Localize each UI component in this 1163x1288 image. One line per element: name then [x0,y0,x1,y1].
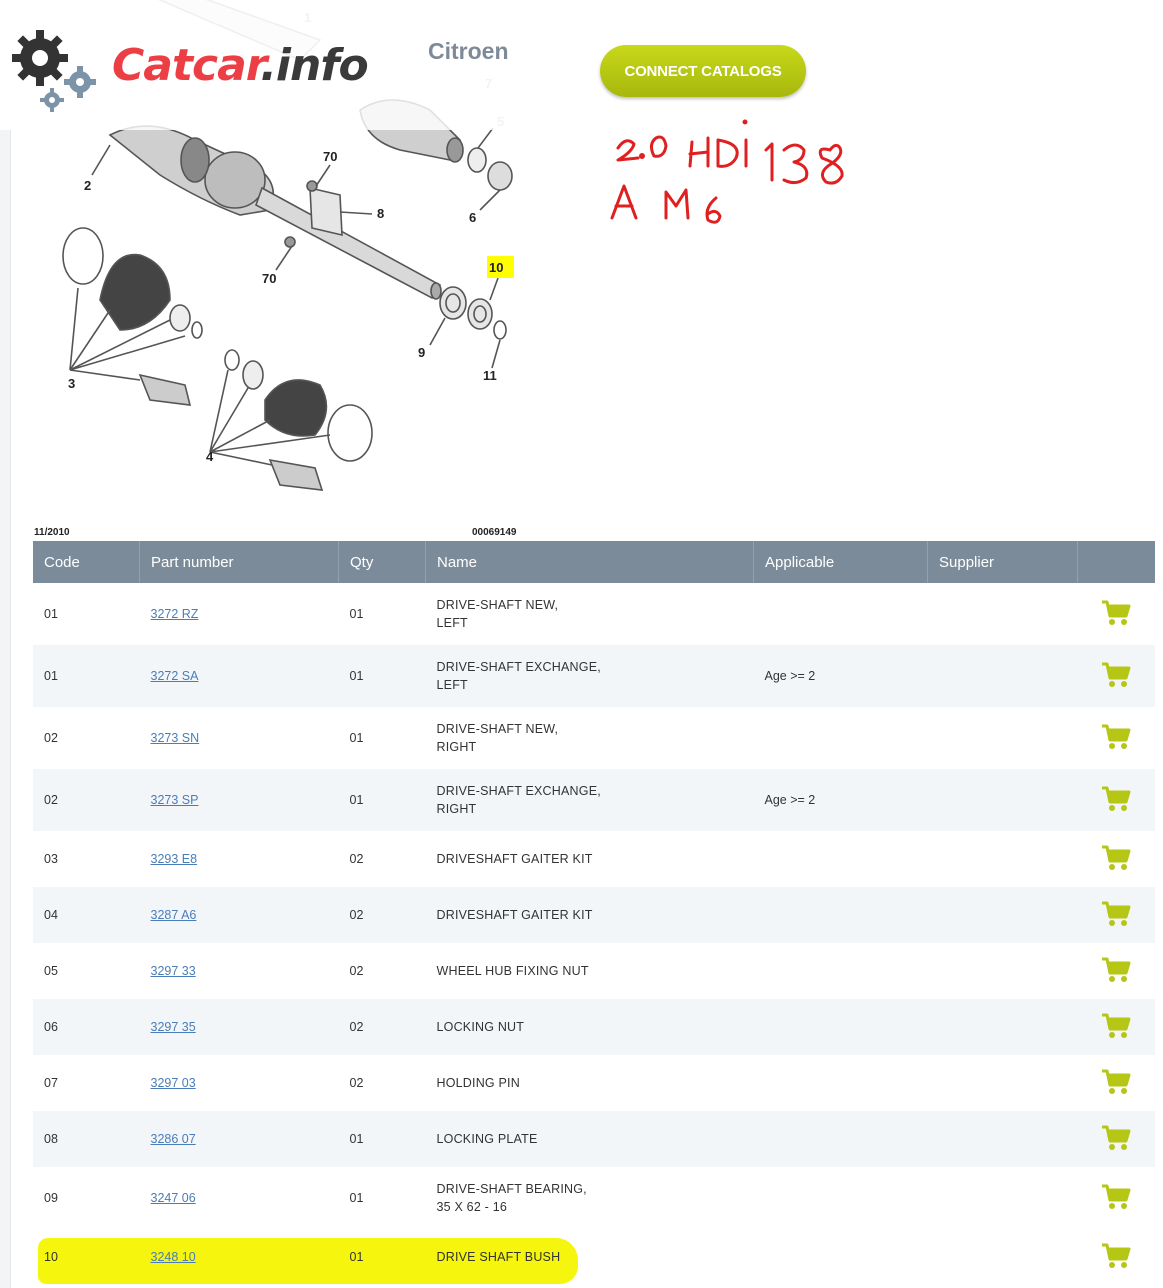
part-number-link[interactable]: 3297 33 [150,964,196,978]
cell-qty: 01 [349,1132,364,1146]
cell-qty: 02 [349,1076,364,1090]
cell-part-number [140,943,339,999]
name-line-1: DRIVE-SHAFT EXCHANGE, [436,784,601,798]
cell-supplier [928,1055,1078,1111]
cell-name [426,1229,754,1285]
name-line-1: DRIVESHAFT GAITER KIT [436,908,593,922]
cell-name [426,583,754,645]
callout-10: 10 [489,260,504,275]
cell-qty: 01 [349,793,364,807]
cell-qty: 02 [349,852,364,866]
part-number-link[interactable]: 3293 E8 [150,852,198,866]
cell-part-number [140,1229,339,1285]
cart-icon[interactable] [1101,1183,1131,1211]
cell-part-number [140,999,339,1055]
cell-applicable [754,887,928,943]
connect-catalogs-button[interactable]: CONNECT CATALOGS [600,45,806,97]
column-header-code: Code [33,541,140,583]
cell-code: 03 [44,852,58,866]
table-row [33,1229,1155,1285]
cell-applicable [754,707,928,769]
table-row [33,831,1155,887]
cell-applicable [754,999,928,1055]
cell-qty: 01 [349,731,364,745]
cell-part-number [140,1055,339,1111]
table-row [33,769,1155,831]
cell-supplier [928,583,1078,645]
table-row [33,943,1155,999]
cell-code: 10 [44,1250,58,1264]
cell-name [426,887,754,943]
name-line-1: DRIVE-SHAFT BEARING, [436,1182,587,1196]
table-row [33,583,1155,645]
cell-qty: 01 [349,607,364,621]
cell-code: 01 [44,669,58,683]
logo-text-catcar: Catcar [112,40,261,91]
name-line-2: 35 X 62 - 16 [436,1200,508,1214]
name-line-1: LOCKING NUT [436,1020,525,1034]
column-header-part-number: Part number [140,541,339,583]
cell-code: 08 [44,1132,58,1146]
cart-icon[interactable] [1101,844,1131,872]
part-number-link[interactable]: 3286 07 [150,1132,196,1146]
name-line-1: LOCKING PLATE [436,1132,538,1146]
cart-icon[interactable] [1101,723,1131,751]
callout-4: 4 [206,449,214,464]
cell-part-number [140,769,339,831]
cell-qty: 01 [349,1250,364,1264]
callout-70-bottom: 70 [262,271,277,286]
table-row [33,645,1155,707]
handwritten-note [600,110,870,240]
part-number-link[interactable]: 3247 06 [150,1191,196,1205]
cell-part-number [140,583,339,645]
cell-supplier [928,769,1078,831]
part-number-link[interactable]: 3273 SP [150,793,199,807]
name-line-1: DRIVE-SHAFT NEW, [436,722,559,736]
table-row [33,1055,1155,1111]
cell-name [426,769,754,831]
cart-icon[interactable] [1101,661,1131,689]
cell-name [426,999,754,1055]
part-number-link[interactable]: 3273 SN [150,731,200,745]
part-number-link[interactable]: 3297 35 [150,1020,196,1034]
column-header-applicable: Applicable [754,541,928,583]
cell-cart [1078,999,1156,1055]
cell-name [426,1055,754,1111]
column-header-supplier: Supplier [928,541,1078,583]
cart-icon[interactable] [1101,785,1131,813]
diagram-code: 00069149 [472,527,517,538]
cell-part-number [140,645,339,707]
cell-part-number [140,887,339,943]
column-header-qty: Qty [339,541,426,583]
logo-text-info: .info [260,40,368,91]
cell-cart [1078,769,1156,831]
name-line-1: DRIVE-SHAFT EXCHANGE, [436,660,601,674]
cell-applicable [754,831,928,887]
callout-9: 9 [418,345,426,360]
diagram-date: 11/2010 [34,527,70,538]
name-line-1: WHEEL HUB FIXING NUT [436,964,589,978]
cell-cart [1078,887,1156,943]
cell-supplier [928,1111,1078,1167]
table-row [33,707,1155,769]
name-line-1: DRIVE-SHAFT NEW, [436,598,559,612]
callout-2: 2 [84,178,92,193]
cell-supplier [928,1229,1078,1285]
cell-part-number [140,1111,339,1167]
cart-icon[interactable] [1101,1242,1131,1270]
callout-6: 6 [469,210,477,225]
cell-part-number [140,831,339,887]
cell-supplier [928,1167,1078,1229]
cell-cart [1078,1229,1156,1285]
cell-cart [1078,943,1156,999]
cell-supplier [928,887,1078,943]
cell-applicable [754,1229,928,1285]
cell-code: 07 [44,1076,58,1090]
cart-icon[interactable] [1101,599,1131,627]
cell-name [426,1111,754,1167]
part-number-link[interactable]: 3248 10 [150,1250,196,1264]
brand-name: Citroen [428,38,509,64]
cell-cart [1078,1167,1156,1229]
part-number-link[interactable]: 3287 A6 [150,908,197,922]
cell-supplier [928,943,1078,999]
callout-70-top: 70 [323,149,338,164]
cell-cart [1078,583,1156,645]
name-line-1: DRIVE SHAFT BUSH [436,1250,561,1264]
cell-applicable [754,1111,928,1167]
callout-3: 3 [68,376,76,391]
cell-cart [1078,1111,1156,1167]
cell-applicable [754,1167,928,1229]
cell-qty: 02 [349,1020,364,1034]
cart-icon[interactable] [1101,900,1131,928]
cell-name [426,1167,754,1229]
table-row [33,1167,1155,1229]
cell-applicable [754,1055,928,1111]
cell-cart [1078,1055,1156,1111]
name-line-2: LEFT [436,616,468,630]
cell-cart [1078,831,1156,887]
name-line-1: DRIVESHAFT GAITER KIT [436,852,593,866]
cell-name [426,831,754,887]
cell-code: 02 [44,793,58,807]
part-number-link[interactable]: 3272 SA [150,669,199,683]
cell-applicable [754,943,928,999]
cell-code: 05 [44,964,58,978]
cart-icon[interactable] [1101,1068,1131,1096]
gears-icon [8,26,100,118]
cell-code: 04 [44,908,58,922]
cell-supplier [928,707,1078,769]
name-line-1: HOLDING PIN [436,1076,520,1090]
cell-cart [1078,707,1156,769]
cell-name [426,645,754,707]
cell-cart [1078,645,1156,707]
table-row [33,1111,1155,1167]
name-line-2: LEFT [436,678,468,692]
parts-table [33,541,1155,1285]
cell-part-number [140,1167,339,1229]
cell-qty: 01 [349,1191,364,1205]
cart-icon[interactable] [1101,1124,1131,1152]
cell-name [426,943,754,999]
cell-qty: 01 [349,669,364,683]
cell-supplier [928,999,1078,1055]
name-line-2: RIGHT [436,740,477,754]
cell-applicable: Age >= 2 [764,793,816,807]
column-header-name: Name [426,541,754,583]
cell-applicable [754,583,928,645]
cell-code: 02 [44,731,58,745]
cell-qty: 02 [349,908,364,922]
cart-icon[interactable] [1101,1012,1131,1040]
cell-applicable: Age >= 2 [764,669,816,683]
site-logo[interactable] [112,40,368,91]
cell-name [426,707,754,769]
part-number-link[interactable]: 3297 03 [150,1076,196,1090]
cell-qty: 02 [349,964,364,978]
cart-icon[interactable] [1101,956,1131,984]
name-line-2: RIGHT [436,802,477,816]
callout-8: 8 [377,206,385,221]
cell-code: 01 [44,607,58,621]
callout-11: 11 [483,368,497,383]
cell-part-number [140,707,339,769]
cell-code: 06 [44,1020,58,1034]
cell-supplier [928,645,1078,707]
cell-supplier [928,831,1078,887]
part-number-link[interactable]: 3272 RZ [150,607,199,621]
column-header-cart [1078,541,1156,583]
table-row [33,887,1155,943]
table-header-row [33,541,1155,583]
table-row [33,999,1155,1055]
cell-code: 09 [44,1191,58,1205]
